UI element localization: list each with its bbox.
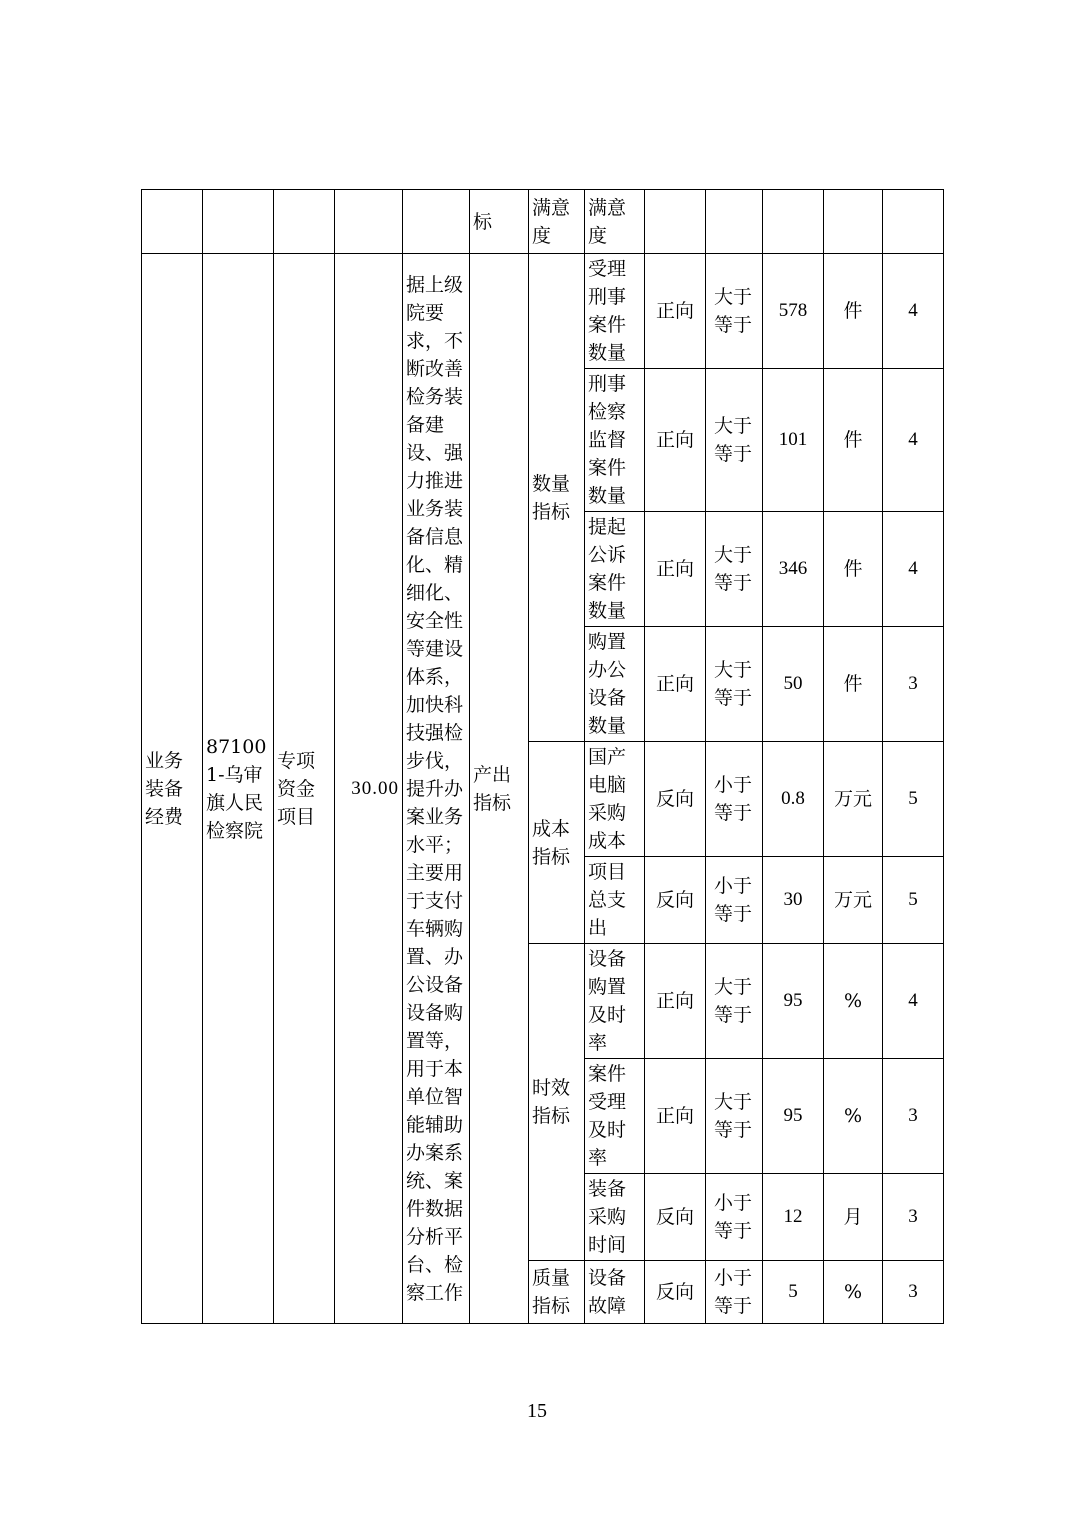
direction-cell: 反向 — [645, 857, 706, 944]
unit-value-cell: 件 — [824, 512, 883, 627]
amount-cell: 30.00 — [335, 254, 403, 1324]
unit-value-cell: 月 — [824, 1174, 883, 1261]
value-cell: 0.8 — [763, 742, 824, 857]
value-cell: 95 — [763, 944, 824, 1059]
score-cell: 4 — [883, 369, 944, 512]
direction-cell: 反向 — [645, 742, 706, 857]
operator-cell: 大于等于 — [706, 1059, 763, 1174]
value-cell: 5 — [763, 1261, 824, 1324]
value-cell: 101 — [763, 369, 824, 512]
indicator-name-cell: 国产电脑采购成本 — [585, 742, 645, 857]
unit-value-cell: 万元 — [824, 857, 883, 944]
score-cell: 5 — [883, 742, 944, 857]
project-name-cell: 业务装备经费 — [142, 254, 203, 1324]
direction-cell: 正向 — [645, 627, 706, 742]
table-cell — [763, 190, 824, 254]
table-cell — [883, 190, 944, 254]
indicator-name-cell: 案件受理及时率 — [585, 1059, 645, 1174]
unit-value-cell: % — [824, 1261, 883, 1324]
group-quantity-cell: 数量指标 — [529, 254, 585, 742]
project-type-cell: 专项资金项目 — [274, 254, 335, 1324]
direction-cell: 正向 — [645, 944, 706, 1059]
indicator-name-cell: 购置办公设备数量 — [585, 627, 645, 742]
unit-value-cell: 件 — [824, 254, 883, 369]
indicator-name-cell: 设备故障 — [585, 1261, 645, 1324]
unit-cell: 871001-乌审旗人民检察院 — [203, 254, 274, 1324]
performance-table — [141, 189, 944, 1324]
direction-cell: 反向 — [645, 1174, 706, 1261]
operator-cell: 小于等于 — [706, 742, 763, 857]
value-cell: 95 — [763, 1059, 824, 1174]
score-cell: 3 — [883, 627, 944, 742]
unit-value-cell: 件 — [824, 627, 883, 742]
indicator-name-cell: 装备采购时间 — [585, 1174, 645, 1261]
table-cell — [274, 190, 335, 254]
operator-cell: 大于等于 — [706, 369, 763, 512]
direction-cell: 正向 — [645, 369, 706, 512]
indicator-name-cell: 项目总支出 — [585, 857, 645, 944]
score-cell: 3 — [883, 1174, 944, 1261]
indicator-name-cell: 刑事检察监督案件数量 — [585, 369, 645, 512]
indicator-name-cell: 提起公诉案件数量 — [585, 512, 645, 627]
table-row — [142, 190, 944, 254]
group-time-cell: 时效指标 — [529, 944, 585, 1261]
table-cell — [203, 190, 274, 254]
direction-cell: 正向 — [645, 512, 706, 627]
score-cell: 4 — [883, 512, 944, 627]
indicator-l1-cell: 产出指标 — [470, 254, 529, 1324]
operator-cell: 小于等于 — [706, 857, 763, 944]
unit-value-cell: 件 — [824, 369, 883, 512]
indicator-l3-cell: 满意度 — [585, 190, 645, 254]
operator-cell: 小于等于 — [706, 1261, 763, 1324]
table-row — [142, 254, 944, 369]
table-cell — [335, 190, 403, 254]
unit-value-cell: % — [824, 944, 883, 1059]
score-cell: 5 — [883, 857, 944, 944]
score-cell: 4 — [883, 254, 944, 369]
value-cell: 30 — [763, 857, 824, 944]
table-cell — [645, 190, 706, 254]
direction-cell: 正向 — [645, 1059, 706, 1174]
score-cell: 4 — [883, 944, 944, 1059]
indicator-name-cell: 设备购置及时率 — [585, 944, 645, 1059]
unit-value-cell: 万元 — [824, 742, 883, 857]
operator-cell: 大于等于 — [706, 254, 763, 369]
operator-cell: 大于等于 — [706, 512, 763, 627]
value-cell: 578 — [763, 254, 824, 369]
direction-cell: 正向 — [645, 254, 706, 369]
unit-value-cell: % — [824, 1059, 883, 1174]
indicator-l2-cell: 满意度 — [529, 190, 585, 254]
table-cell — [824, 190, 883, 254]
indicator-name-cell: 受理刑事案件数量 — [585, 254, 645, 369]
indicator-l1-cell: 标 — [470, 190, 529, 254]
value-cell: 346 — [763, 512, 824, 627]
table-cell — [142, 190, 203, 254]
value-cell: 12 — [763, 1174, 824, 1261]
group-quality-cell: 质量指标 — [529, 1261, 585, 1324]
score-cell: 3 — [883, 1059, 944, 1174]
table-cell — [403, 190, 470, 254]
value-cell: 50 — [763, 627, 824, 742]
description-cell: 据上级院要求，不断改善检务装备建设、强力推进业务装备信息化、精细化、安全性等建设体系，加快科技强检步伐，提升办案业务水平；主要用于支付车辆购置、办公设备设备购置等，用于本单位智能辅助办案系统、案件数据分析平台、检察工作 — [403, 254, 470, 1324]
group-cost-cell: 成本指标 — [529, 742, 585, 944]
table-cell — [706, 190, 763, 254]
score-cell: 3 — [883, 1261, 944, 1324]
direction-cell: 反向 — [645, 1261, 706, 1324]
page-number: 15 — [527, 1400, 547, 1422]
operator-cell: 小于等于 — [706, 1174, 763, 1261]
operator-cell: 大于等于 — [706, 627, 763, 742]
operator-cell: 大于等于 — [706, 944, 763, 1059]
